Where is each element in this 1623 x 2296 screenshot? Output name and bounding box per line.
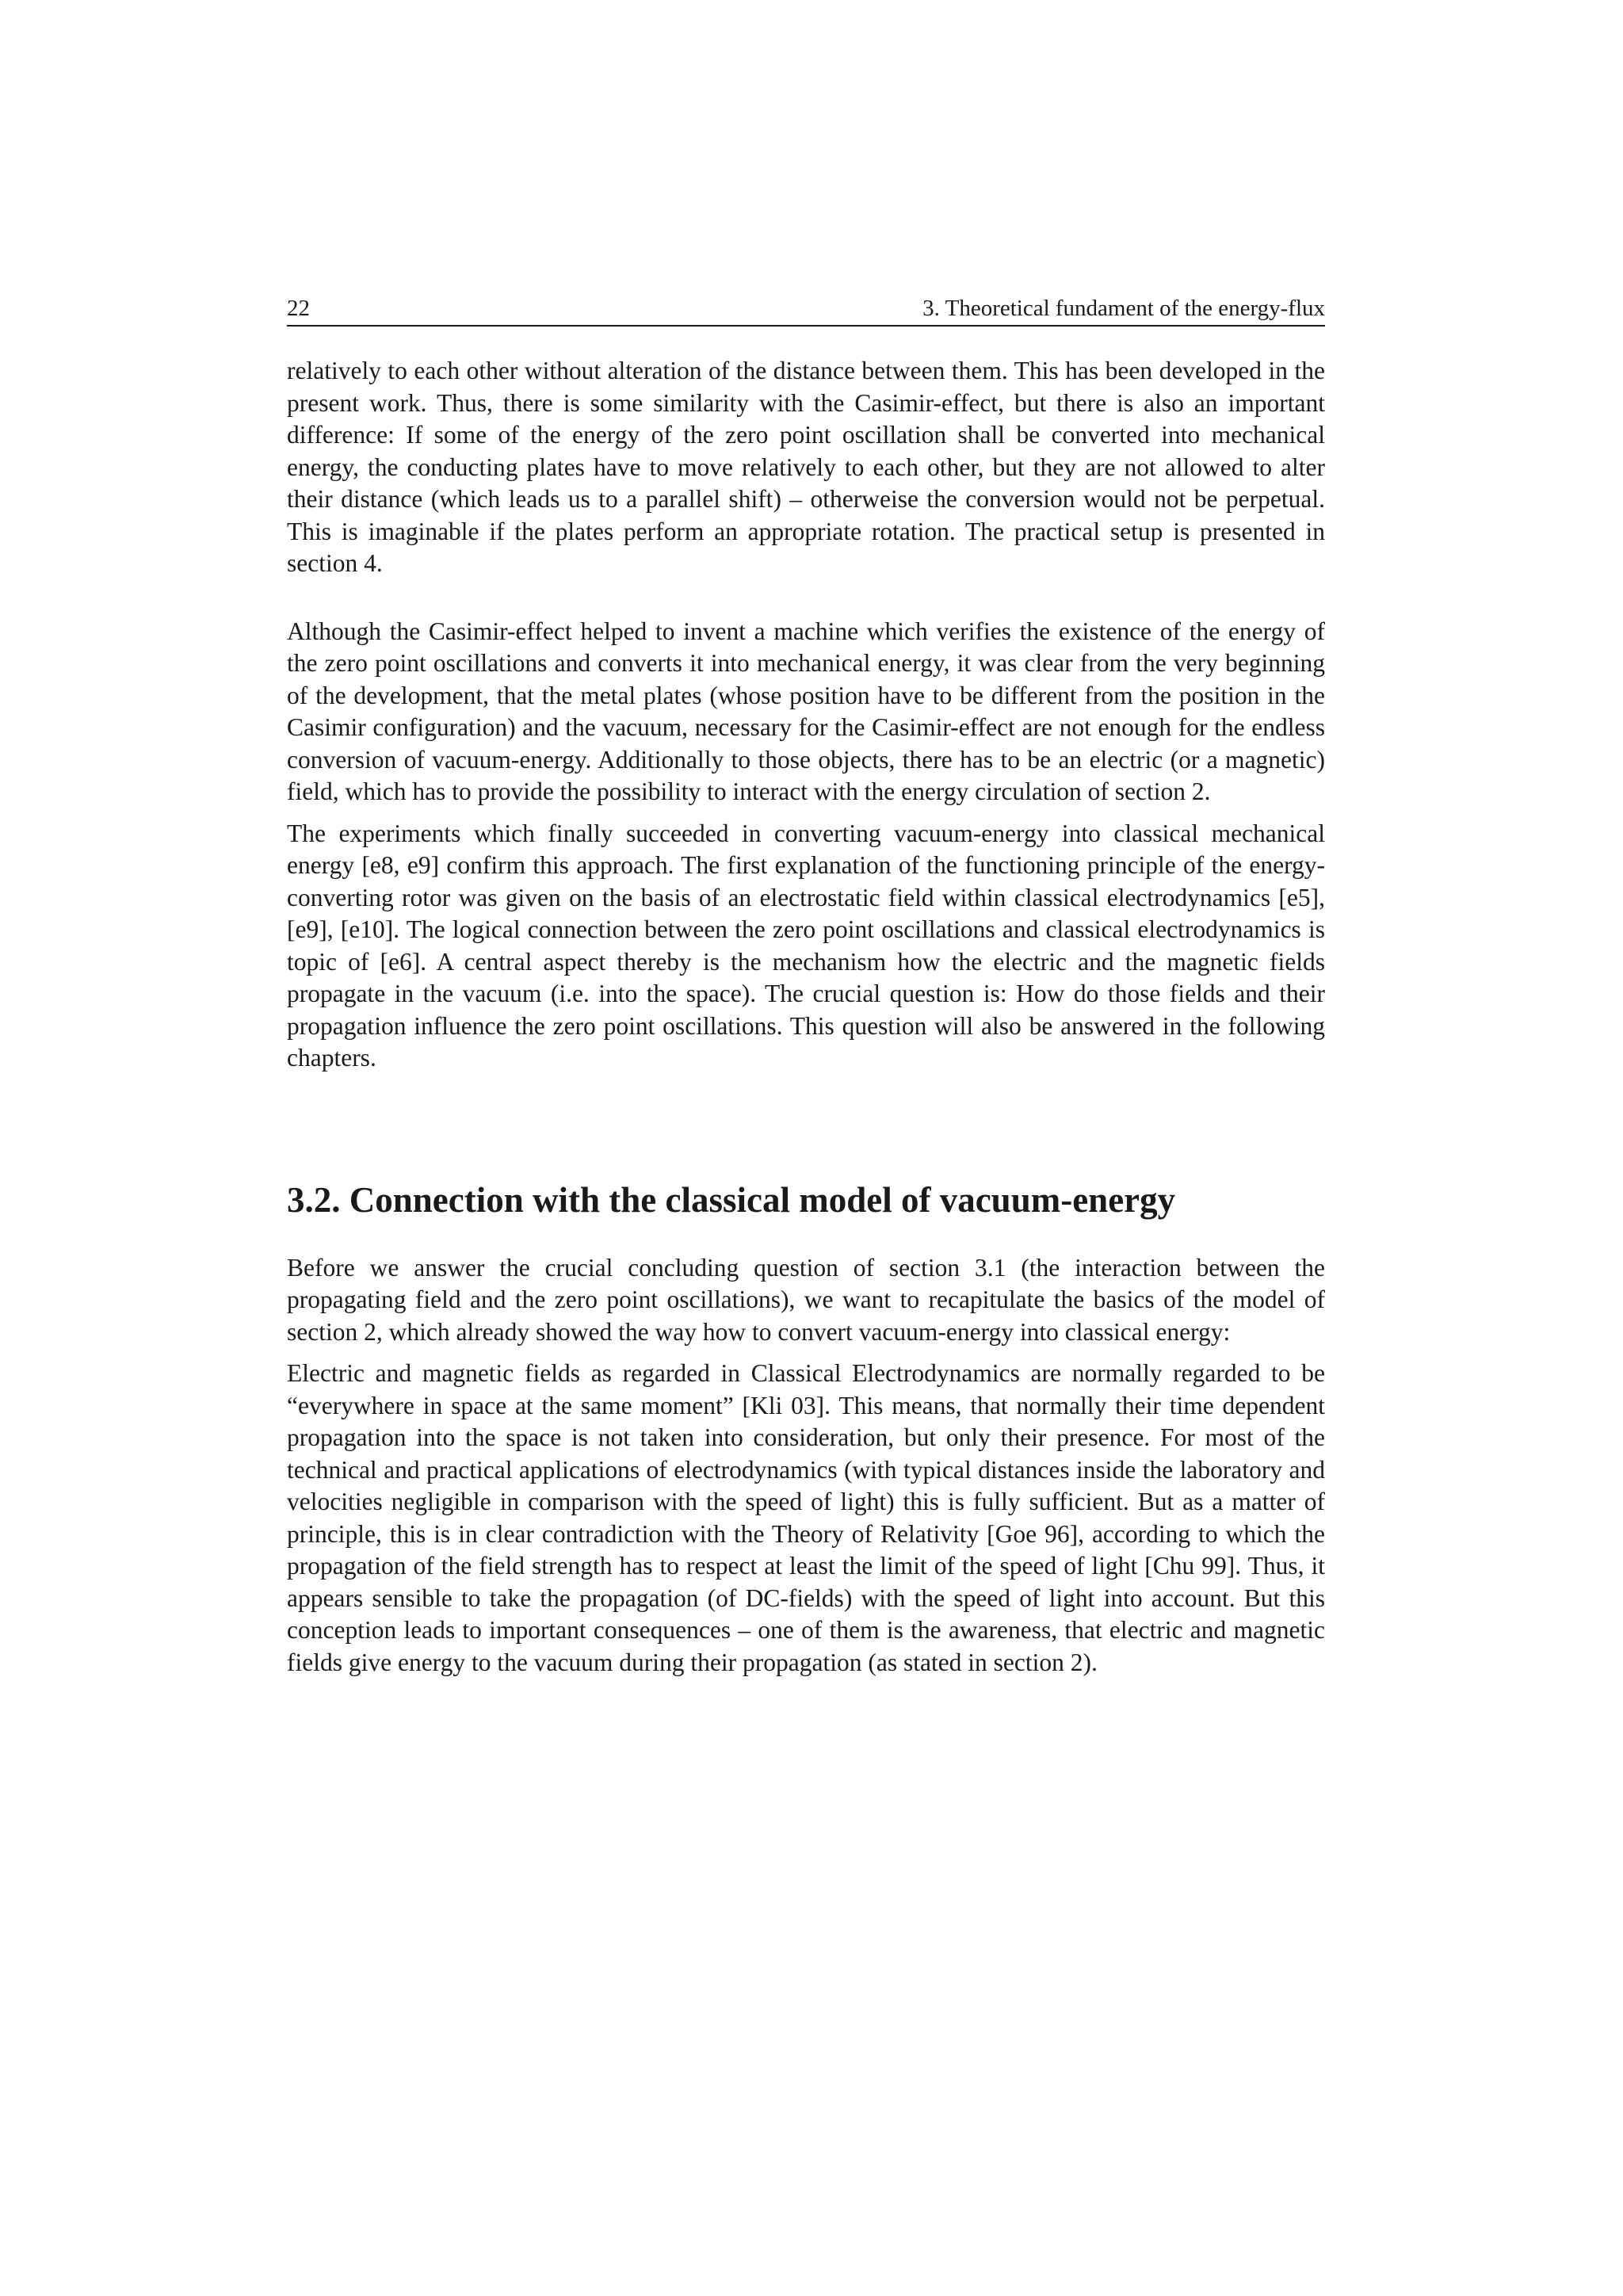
page-number: 22 [287,296,310,321]
paragraph: Before we answer the crucial concluding question of section 3.1 (the interaction between the propagating field and the zero point oscillations), we want to recapitulate the basics of the model of section 2, which already showed the way how to convert vacuum-energy into classical energy: [287,1253,1325,1346]
paragraph: relatively to each other without alteration of the distance between them. This has been developed in the present work. Thus, there is some similarity with the Casimir-effect, but there is also an important difference: If some of the energy of the zero point oscillation shall be converted into mechanical energy, the conducting plates have to move relatively to each other, but they are not allowed to alter their distance (which leads us to a parallel shift) – otherweise the conversion would not be perpetual. This is imaginable if the plates perform an appropriate rotation. The practical setup is presented in section 4. [287,357,1325,577]
running-header [287,295,1325,327]
paragraph: The experiments which finally succeeded in converting vacuum-energy into classical mechanical energy [e8, e9] confirm this approach. The first explanation of the functioning principle of the energy-converting rotor was given on the basis of an electrostatic field within classical electrodynamics [e5], [e9], [e10]. The logical connection between the zero point oscillations and classical electrodynamics is topic of [e6]. A central aspect thereby is the mechanism how the electric and the magnetic fields propagate in the vacuum (i.e. into the space). The crucial question is: How do those fields and their propagation influence the zero point oscillations. This question will also be answered in the following chapters. [287,819,1325,1072]
chapter-title: 3. Theoretical fundament of the energy-flux [922,296,1325,321]
paragraph: Although the Casimir-effect helped to invent a machine which verifies the existence of the energy of the zero point oscillations and converts it into mechanical energy, it was clear from the very beginning of the development, that the metal plates (whose position have to be different from the position in the Casimir configuration) and the vacuum, necessary for the Casimir-effect are not enough for the endless conversion of vacuum-energy. Additionally to those objects, there has to be an electric (or a magnetic) field, which has to provide the possibility to interact with the energy circulation of section 2. [287,617,1325,805]
paragraph: Electric and magnetic fields as regarded in Classical Electrodynamics are normally regarded to be “everywhere in space at the same moment” [Kli 03]. This means, that normally their time dependent propagation into the space is not taken into consideration, but only their presence. For most of the technical and practical applications of electrodynamics (with typical distances inside the laboratory and velocities negligible in comparison with the speed of light) this is fully sufficient. But as a matter of principle, this is in clear contradiction with the Theory of Relativity [Goe 96], according to which the propagation of the field strength has to respect at least the limit of the speed of light [Chu 99]. Thus, it appears sensible to take the propagation (of DC-fields) with the speed of light into account. But this conception leads to important consequences – one of them is the awareness, that electric and magnetic fields give energy to the vacuum during their propagation (as stated in section 2). [287,1359,1325,1676]
section-heading: 3.2. Connection with the classical model of vacuum-energy [287,1179,1176,1220]
document-page [287,295,1325,1679]
